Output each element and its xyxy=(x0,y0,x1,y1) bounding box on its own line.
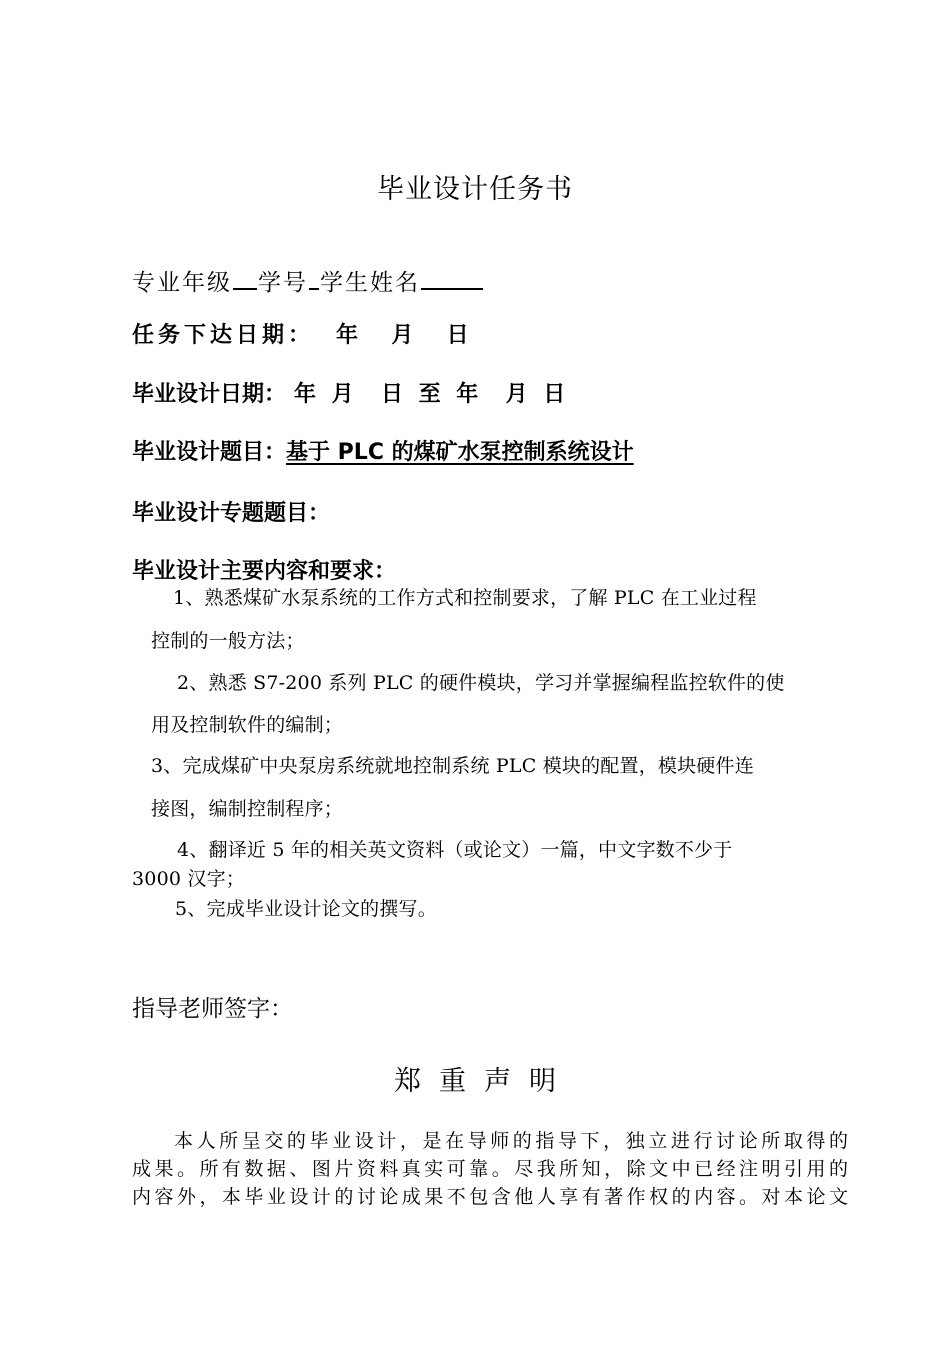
design-topic-line xyxy=(132,442,634,464)
design-date-value: 年 月 日 至 年 月 日 xyxy=(294,382,570,407)
declaration-line: 本人所呈交的毕业设计，是在导师的指导下，独立进行讨论所取得的 xyxy=(174,1130,848,1152)
student-id-blank xyxy=(309,266,319,290)
student-name-label: 学生姓名 xyxy=(320,270,420,296)
advisor-signature-label: 指导老师签字： xyxy=(132,996,293,1022)
design-topic-value: 基于 PLC 的煤矿水泵控制系统设计 xyxy=(286,440,634,465)
requirement-line: 接图，编制控制程序； xyxy=(151,798,344,820)
requirement-line: 1、熟悉煤矿水泵系统的工作方式和控制要求，了解 PLC 在工业过程 xyxy=(173,587,757,609)
requirements-heading: 毕业设计主要内容和要求： xyxy=(132,559,397,584)
requirement-line: 2、熟悉 S7-200 系列 PLC 的硬件模块，学习并掌握编程监控软件的使 xyxy=(177,672,785,694)
declaration-line: 内容外，本毕业设计的讨论成果不包含他人享有著作权的内容。对本论文 xyxy=(132,1186,848,1208)
major-grade-label: 专业年级 xyxy=(132,270,232,296)
student-name-blank xyxy=(421,266,483,290)
requirement-line: 4、翻译近 5 年的相关英文资料（或论文）一篇，中文字数不少于 xyxy=(177,839,733,861)
requirement-line: 3000 汉字； xyxy=(132,868,245,890)
declaration-body xyxy=(132,1127,848,1211)
student-info-line xyxy=(132,266,484,295)
special-topic-label: 毕业设计专题题目： xyxy=(132,501,331,526)
declaration-line: 成果。所有数据、图片资料真实可靠。尽我所知，除文中已经注明引用的 xyxy=(132,1158,848,1180)
assign-date-value: 年 月 日 xyxy=(336,323,475,348)
document-title: 毕业设计任务书 xyxy=(377,174,573,205)
student-id-label: 学号 xyxy=(258,270,308,296)
requirement-line: 3、完成煤矿中央泵房系统就地控制系统 PLC 模块的配置，模块硬件连 xyxy=(151,755,754,777)
design-date-line xyxy=(132,384,569,406)
assign-date-line xyxy=(132,325,475,347)
major-grade-blank xyxy=(233,266,257,290)
requirement-line: 控制的一般方法； xyxy=(151,630,305,652)
design-topic-label: 毕业设计题目： xyxy=(132,440,287,465)
requirement-line: 5、完成毕业设计论文的撰写。 xyxy=(175,898,437,920)
design-date-label: 毕业设计日期： xyxy=(132,382,287,407)
assign-date-label: 任务下达日期： xyxy=(132,323,315,348)
requirement-line: 用及控制软件的编制； xyxy=(151,714,344,736)
special-topic-line xyxy=(132,503,330,525)
declaration-title: 郑重声明 xyxy=(394,1066,574,1097)
